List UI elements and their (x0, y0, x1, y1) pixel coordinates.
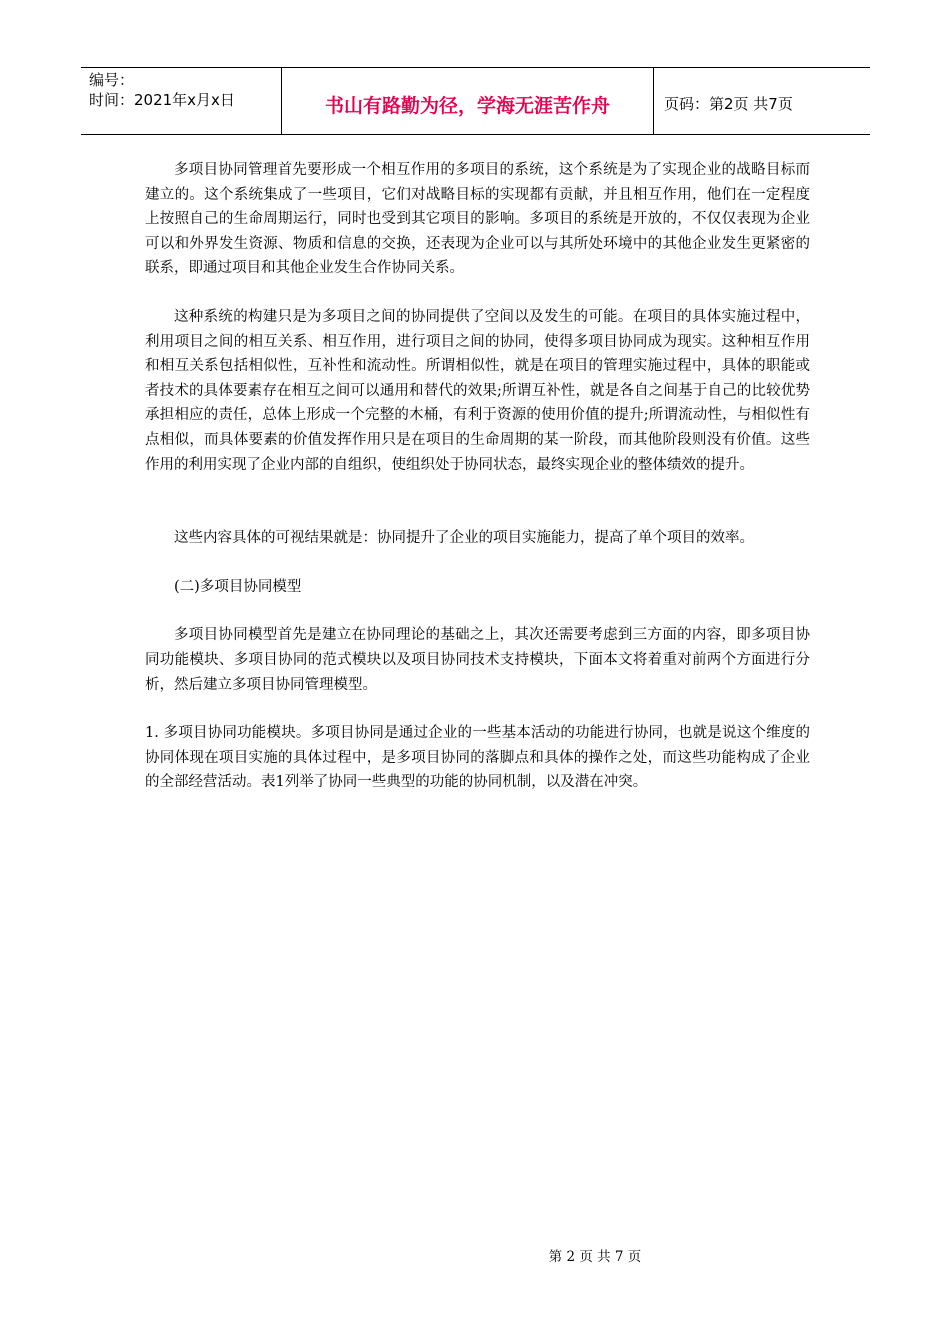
header-motto: 书山有路勤为径，学海无涯苦作舟 (282, 68, 654, 134)
document-body (145, 158, 810, 795)
header-page-info: 页码：第2页 共7页 (664, 94, 793, 113)
header-meta (81, 68, 282, 134)
paragraph-4: 多项目协同模型首先是建立在协同理论的基础之上，其次还需要考虑到三方面的内容，即多项目协同功能模块、多项目协同的范式模块以及项目协同技术支持模块，下面本文将着重对前两个方面进行分析，然后建立多项目协同管理模型。 (145, 627, 810, 693)
paragraph-5: 1. 多项目协同功能模块。多项目协同是通过企业的一些基本活动的功能进行协同，也就是说这个维度的协同体现在项目实施的具体过程中，是多项目协同的落脚点和具体的操作之处，而这些功能构成了企业的全部经营活动。表1列举了协同一些典型的功能的协同机制，以及潜在冲突。 (145, 725, 810, 791)
page-header (81, 67, 870, 135)
section-heading: (二)多项目协同模型 (174, 578, 302, 595)
paragraph-1: 多项目协同管理首先要形成一个相互作用的多项目的系统，这个系统是为了实现企业的战略目标而建立的。这个系统集成了一些项目，它们对战略目标的实现都有贡献，并且相互作用，他们在一定程度上按照自己的生命周期运行，同时也受到其它项目的影响。多项目的系统是开放的，不仅仅表现为企业可以和外界发生资源、物质和信息的交换，还表现为企业可以与其所处环境中的其他企业发生更紧密的联系，即通过项目和其他企业发生合作协同关系。 (145, 162, 810, 277)
paragraph-2: 这种系统的构建只是为多项目之间的协同提供了空间以及发生的可能。在项目的具体实施过程中，利用项目之间的相互关系、相互作用，进行项目之间的协同，使得多项目协同成为现实。这种相互作用和相互关系包括相似性，互补性和流动性。所谓相似性，就是在项目的管理实施过程中，具体的职能或者技术的具体要素存在相互之间可以通用和替代的效果;所谓互补性，就是各自之间基于自己的比较优势承担相应的责任，总体上形成一个完整的木桶，有利于资源的使用价值的提升;所谓流动性，与相似性有点相似，而具体要素的价值发挥作用只是在项目的生命周期的某一阶段，而其他阶段则没有价值。这些作用的利用实现了企业内部的自组织，使组织处于协同状态，最终实现企业的整体绩效的提升。 (145, 308, 810, 473)
paragraph-3: 这些内容具体的可视结果就是：协同提升了企业的项目实施能力，提高了单个项目的效率。 (174, 530, 754, 547)
page-footer: 第 2 页 共 7 页 (548, 1249, 642, 1265)
number-label: 编号： (89, 71, 135, 89)
date-label: 时间：2021年x月x日 (89, 91, 235, 109)
